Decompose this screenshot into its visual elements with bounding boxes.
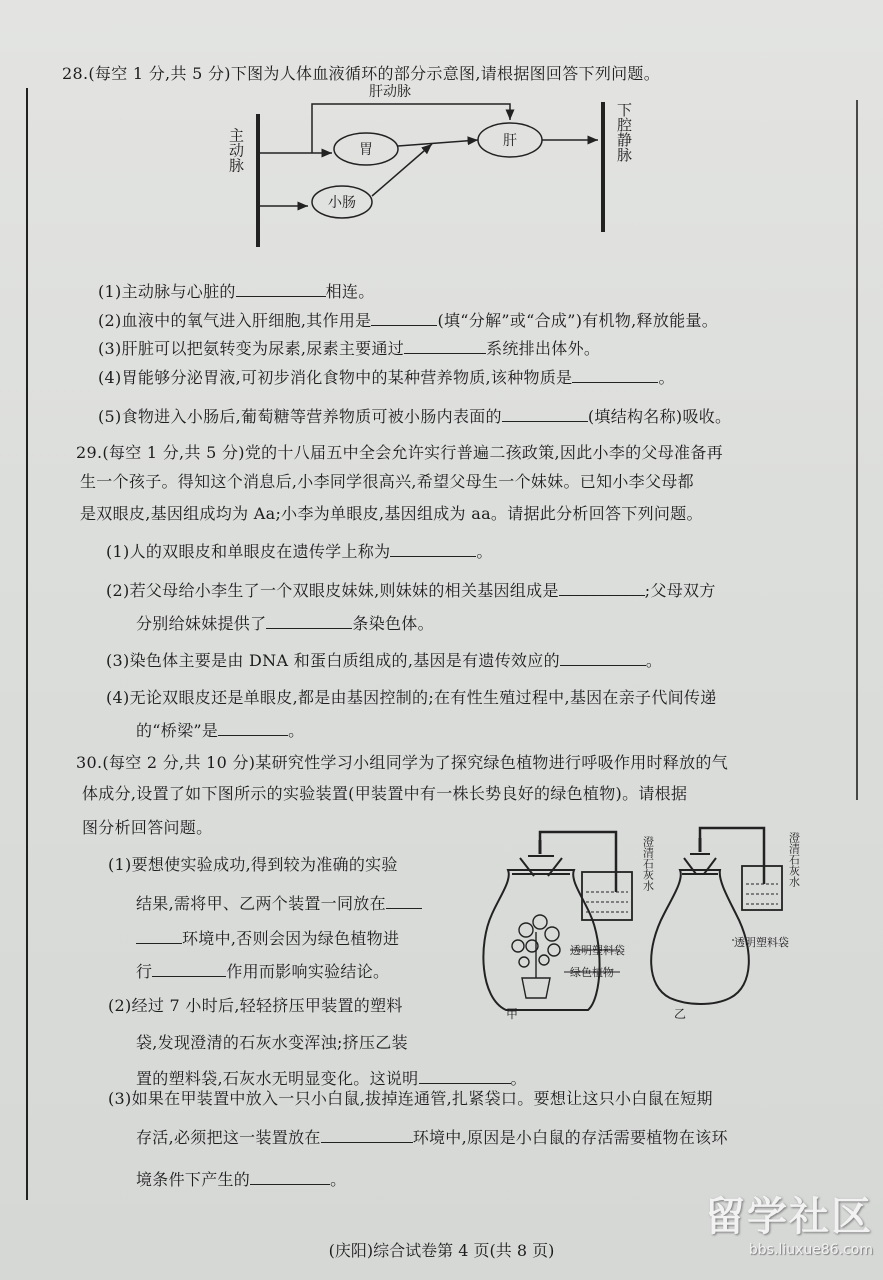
q28-item-4: (4)胃能够分泌胃液,可初步消化食物中的某种营养物质,该种物质是 。 bbox=[98, 368, 675, 387]
aorta-label: 主动脉 bbox=[227, 127, 245, 173]
q28-item-5: (5)食物进入小肠后,葡萄糖等营养物质可被小肠内表面的 (填结构名称)吸收。 bbox=[98, 407, 732, 426]
bag-label-yi: 透明塑料袋 bbox=[734, 936, 789, 949]
answer-blank[interactable] bbox=[419, 1069, 511, 1084]
q28-item-1: (1)主动脉与心脏的 相连。 bbox=[98, 282, 375, 301]
q30-p2-l3: 置的塑料袋,石灰水无明显变化。这说明 。 bbox=[136, 1069, 527, 1088]
q30-p2-l2: 袋,发现澄清的石灰水变浑浊;挤压乙装 bbox=[136, 1033, 408, 1052]
q30-p1-l4: 行 作用而影响实验结论。 bbox=[136, 962, 390, 981]
stomach-label: 胃 bbox=[359, 142, 373, 158]
ivc-label: 下腔静脉 bbox=[615, 102, 633, 162]
hepatic-artery-label: 肝动脉 bbox=[369, 84, 411, 100]
plant-label: 绿色植物 bbox=[570, 966, 614, 979]
page-footer: (庆阳)综合试卷第 4 页(共 8 页) bbox=[328, 1241, 555, 1260]
answer-blank[interactable] bbox=[321, 1128, 413, 1143]
jia-label: 甲 bbox=[506, 1007, 519, 1021]
q29-intro-l3: 是双眼皮,基因组成均为 Aa;小李为单眼皮,基因组成为 aa。请据此分析回答下列问题。 bbox=[80, 504, 703, 523]
answer-blank[interactable] bbox=[236, 282, 326, 297]
q28-number: 28. bbox=[62, 64, 89, 83]
answer-blank[interactable] bbox=[572, 368, 658, 383]
limewater-label-yi: 澄清石灰水 bbox=[787, 832, 801, 887]
q29-item-2b: 分别给妹妹提供了 条染色体。 bbox=[136, 614, 434, 633]
answer-blank[interactable] bbox=[266, 614, 352, 629]
q29-intro-l2: 生一个孩子。得知这个消息后,小李同学很高兴,希望父母生一个妹妹。已知小李父母都 bbox=[80, 472, 694, 491]
q30-intro-l3: 图分析回答问题。 bbox=[82, 818, 213, 837]
answer-blank[interactable] bbox=[502, 407, 588, 422]
q30-p3-l1: (3)如果在甲装置中放入一只小白鼠,拔掉连通管,扎紧袋口。要想让这只小白鼠在短期 bbox=[108, 1089, 713, 1108]
answer-blank[interactable] bbox=[386, 894, 422, 909]
circulation-diagram bbox=[0, 80, 883, 260]
q29-item-1: (1)人的双眼皮和单眼皮在遗传学上称为 。 bbox=[106, 542, 493, 561]
answer-blank[interactable] bbox=[404, 339, 486, 354]
bag-label-jia: 透明塑料袋 bbox=[570, 944, 625, 957]
q28-intro-text: (每空 1 分,共 5 分)下图为人体血液循环的部分示意图,请根据图回答下列问题。 bbox=[88, 64, 661, 83]
q30-p2-l1: (2)经过 7 小时后,轻轻挤压甲装置的塑料 bbox=[108, 996, 403, 1015]
q30-p3-l2: 存活,必须把这一装置放在 环境中,原因是小白鼠的存活需要植物在该环 bbox=[136, 1128, 728, 1147]
q29-item-4b: 的“桥梁”是 。 bbox=[136, 721, 305, 740]
watermark bbox=[705, 1185, 873, 1258]
q30-intro-l1: 30.(每空 2 分,共 10 分)某研究性学习小组同学为了探究绿色植物进行呼吸作用时释放的气 bbox=[76, 753, 729, 772]
q30-p1-l3: 环境中,否则会因为绿色植物进 bbox=[136, 929, 399, 949]
answer-blank[interactable] bbox=[218, 721, 288, 736]
q29-item-3: (3)染色体主要是由 DNA 和蛋白质组成的,基因是有遗传效应的 。 bbox=[106, 651, 663, 670]
watermark-title: 留学社区 bbox=[705, 1194, 873, 1240]
small-intestine-label: 小肠 bbox=[328, 195, 356, 211]
q30-p1-l2: 结果,需将甲、乙两个装置一同放在 bbox=[136, 894, 422, 914]
q28-item-3: (3)肝脏可以把氨转变为尿素,尿素主要通过 系统排出体外。 bbox=[98, 339, 601, 358]
q30-intro-l2: 体成分,设置了如下图所示的实验装置(甲装置中有一株长势良好的绿色植物)。请根据 bbox=[82, 784, 688, 803]
green-plant-drawing bbox=[512, 915, 560, 998]
answer-blank[interactable] bbox=[152, 962, 226, 977]
q28-item-2: (2)血液中的氧气进入肝细胞,其作用是 (填“分解”或“合成”)有机物,释放能量。 bbox=[98, 311, 719, 330]
answer-blank[interactable] bbox=[250, 1170, 330, 1185]
answer-blank[interactable] bbox=[390, 542, 476, 557]
q29-item-2: (2)若父母给小李生了一个双眼皮妹妹,则妹妹的相关基因组成是 ;父母双方 bbox=[106, 581, 716, 600]
yi-label: 乙 bbox=[674, 1007, 687, 1021]
answer-blank[interactable] bbox=[560, 651, 646, 666]
q30-p1-l1: (1)要想使实验成功,得到较为准确的实验 bbox=[108, 855, 398, 874]
limewater-label-jia: 澄清石灰水 bbox=[641, 836, 655, 891]
experiment-figure bbox=[470, 822, 810, 1022]
answer-blank[interactable] bbox=[559, 581, 645, 596]
q29-intro-l1: 29.(每空 1 分,共 5 分)党的十八届五中全会允许实行普遍二孩政策,因此小李的父母准备再 bbox=[76, 443, 723, 462]
q30-p3-l3: 境条件下产生的 。 bbox=[136, 1170, 347, 1189]
watermark-url: bbs.liuxue86.com bbox=[748, 1242, 873, 1258]
liver-label: 肝 bbox=[503, 133, 517, 149]
answer-blank[interactable] bbox=[136, 929, 182, 944]
answer-blank[interactable] bbox=[371, 311, 437, 326]
q29-item-4: (4)无论双眼皮还是单眼皮,都是由基因控制的;在有性生殖过程中,基因在亲子代间传递 bbox=[106, 688, 717, 707]
